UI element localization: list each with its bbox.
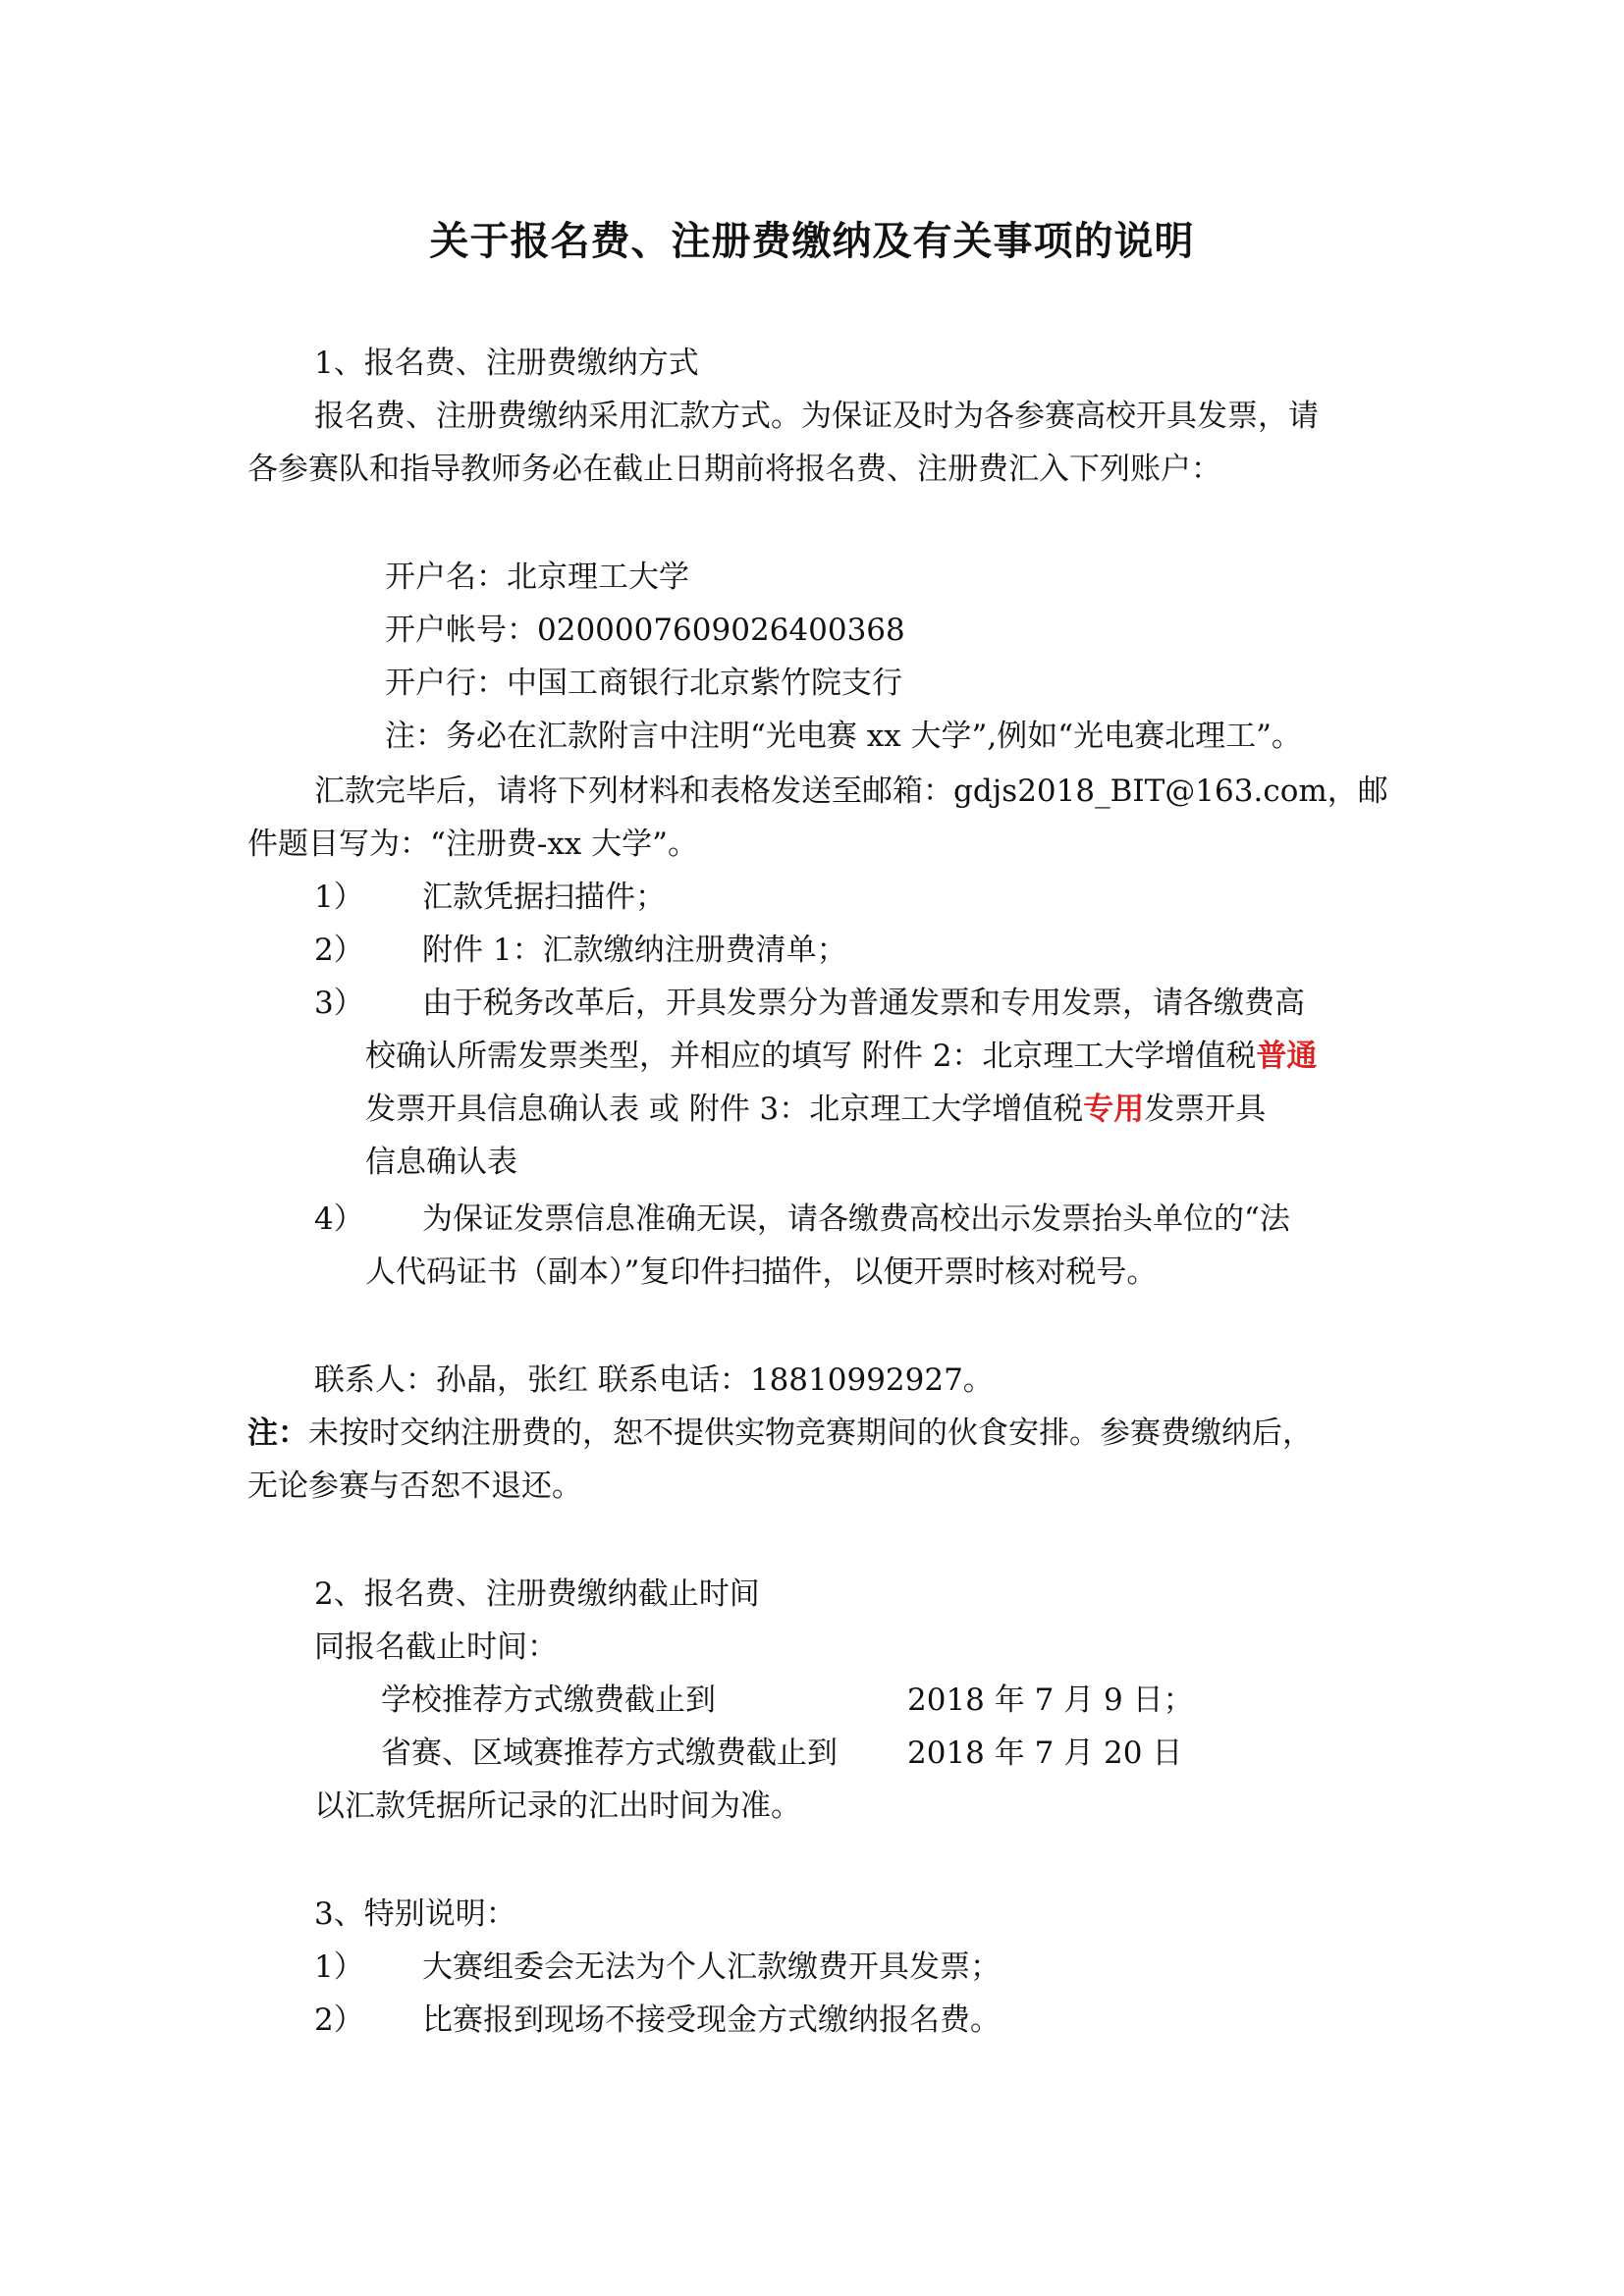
deadline-intro: 同报名截止时间： <box>314 1629 558 1665</box>
deadline-basis: 以汇款凭据所记录的汇出时间为准。 <box>314 1789 801 1824</box>
list-item-text: 发票开具 <box>1144 1092 1267 1127</box>
list-item-number: 1） <box>314 880 364 915</box>
section-2-heading: 2、报名费、注册费缴纳截止时间 <box>314 1576 760 1612</box>
list-item-continuation <box>365 1037 1317 1076</box>
list-item-number: 3） <box>314 986 364 1021</box>
list-item-number: 2） <box>314 933 364 968</box>
account-number: 开户帐号：0200007609026400368 <box>385 613 905 648</box>
list-item-text: 发票开具信息确认表 或 附件 3：北京理工大学增值税 <box>365 1092 1084 1127</box>
email-subject: 件题目写为：“注册费-xx 大学”。 <box>247 827 698 862</box>
list-item-text: 附件 1：汇款缴纳注册费清单； <box>422 933 847 968</box>
list-item-text: 由于税务改革后，开具发票分为普通发票和专用发票，请各缴费高 <box>422 986 1305 1021</box>
remittance-note: 注：务必在汇款附言中注明“光电赛 xx 大学”,例如“光电赛北理工”。 <box>385 719 1302 754</box>
list-item-text: 为保证发票信息准确无误，请各缴费高校出示发票抬头单位的“法 <box>422 1201 1290 1237</box>
list-item-text: 汇款凭据扫描件； <box>422 880 666 915</box>
warning-text: 未按时交纳注册费的，恕不提供实物竞赛期间的伙食安排。参赛费缴纳后， <box>308 1415 1313 1451</box>
bank-name: 开户行：中国工商银行北京紫竹院支行 <box>385 666 902 701</box>
list-item-continuation <box>365 1090 1266 1129</box>
list-item-continuation: 人代码证书（副本）”复印件扫描件，以便开票时核对税号。 <box>365 1255 1158 1290</box>
warning-label: 注： <box>247 1415 308 1451</box>
list-item-number: 4） <box>314 1201 364 1237</box>
school-deadline-label: 学校推荐方式缴费截止到 <box>381 1682 716 1718</box>
contact-info: 联系人：孙晶，张红 联系电话：18810992927。 <box>314 1362 994 1398</box>
paragraph-line: 报名费、注册费缴纳采用汇款方式。为保证及时为各参赛高校开具发票，请 <box>314 399 1319 434</box>
school-deadline-date: 2018 年 7 月 9 日； <box>907 1682 1194 1718</box>
highlight-special: 专用 <box>1083 1092 1145 1127</box>
list-item-number: 1） <box>314 1949 364 1985</box>
section-1-heading: 1、报名费、注册费缴纳方式 <box>314 346 699 381</box>
list-item-text: 大赛组委会无法为个人汇款缴费开具发票； <box>422 1949 1001 1985</box>
province-deadline-label: 省赛、区域赛推荐方式缴费截止到 <box>381 1735 838 1771</box>
list-item-continuation: 信息确认表 <box>365 1145 517 1180</box>
province-deadline-date: 2018 年 7 月 20 日 <box>907 1735 1183 1771</box>
email-instruction: 汇款完毕后，请将下列材料和表格发送至邮箱：gdjs2018_BIT@163.com，邮 <box>314 774 1388 809</box>
section-3-heading: 3、特别说明： <box>314 1896 516 1932</box>
warning-line: 无论参赛与否恕不退还。 <box>247 1468 582 1504</box>
document-title: 关于报名费、注册费缴纳及有关事项的说明 <box>429 219 1195 264</box>
list-item-number: 2） <box>314 2002 364 2038</box>
list-item-text: 校确认所需发票类型，并相应的填写 附件 2：北京理工大学增值税 <box>365 1039 1257 1074</box>
highlight-ordinary: 普通 <box>1256 1039 1318 1074</box>
list-item-text: 比赛报到现场不接受现金方式缴纳报名费。 <box>422 2002 1001 2038</box>
warning-line <box>247 1414 1313 1453</box>
paragraph-line: 各参赛队和指导教师务必在截止日期前将报名费、注册费汇入下列账户： <box>247 452 1221 487</box>
account-name: 开户名：北京理工大学 <box>385 560 689 595</box>
